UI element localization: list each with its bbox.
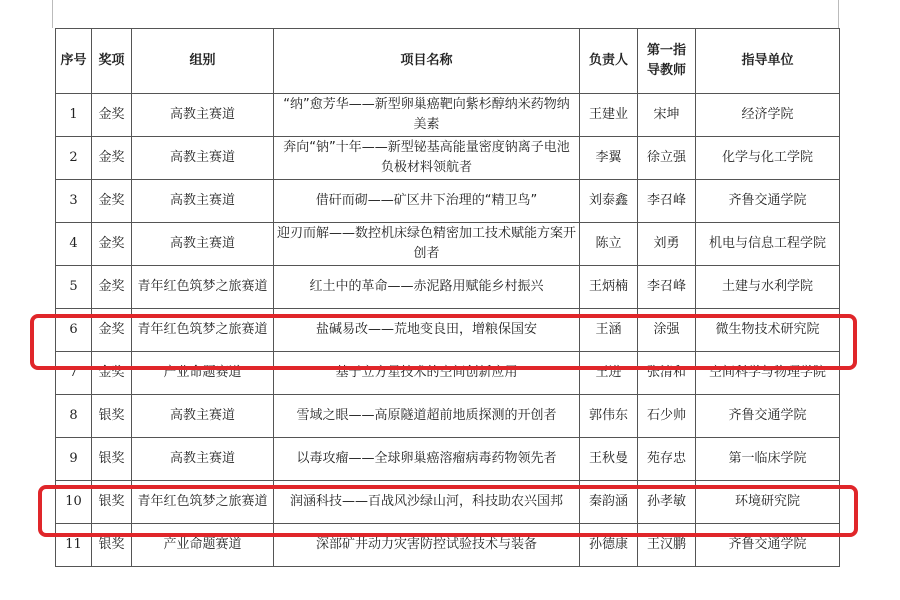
cell-project: 深部矿井动力灾害防控试验技术与装备 [274, 524, 580, 567]
header-project: 项目名称 [274, 29, 580, 94]
cell-seq: 11 [56, 524, 92, 567]
cell-award: 银奖 [92, 481, 132, 524]
cell-project: 借矸而砌——矿区井下治理的“精卫鸟” [274, 180, 580, 223]
cell-advisor: 徐立强 [638, 137, 696, 180]
cell-leader: 王进 [580, 352, 638, 395]
cell-group: 产业命题赛道 [132, 524, 274, 567]
header-group: 组别 [132, 29, 274, 94]
page-margin-line [52, 0, 53, 28]
cell-award: 金奖 [92, 352, 132, 395]
cell-leader: 王秋曼 [580, 438, 638, 481]
cell-project: 红土中的革命——赤泥路用赋能乡村振兴 [274, 266, 580, 309]
header-leader: 负责人 [580, 29, 638, 94]
cell-seq: 3 [56, 180, 92, 223]
cell-seq: 4 [56, 223, 92, 266]
highlight-box-row-6 [30, 314, 857, 370]
cell-award: 银奖 [92, 438, 132, 481]
cell-group: 青年红色筑梦之旅赛道 [132, 481, 274, 524]
cell-advisor: 涂强 [638, 309, 696, 352]
header-advisor: 第一指导教师 [638, 29, 696, 94]
cell-advisor: 张清和 [638, 352, 696, 395]
cell-award: 银奖 [92, 524, 132, 567]
cell-leader: 王建业 [580, 94, 638, 137]
table-row [56, 180, 840, 223]
cell-advisor: 苑存忠 [638, 438, 696, 481]
header-unit: 指导单位 [696, 29, 840, 94]
cell-advisor: 王汉鹏 [638, 524, 696, 567]
cell-unit: 第一临床学院 [696, 438, 840, 481]
table-row [56, 94, 840, 137]
table-row [56, 438, 840, 481]
cell-group: 高教主赛道 [132, 395, 274, 438]
cell-leader: 陈立 [580, 223, 638, 266]
cell-unit: 经济学院 [696, 94, 840, 137]
cell-group: 高教主赛道 [132, 223, 274, 266]
cell-project: 迎刃而解——数控机床绿色精密加工技术赋能方案开创者 [274, 223, 580, 266]
cell-leader: 刘泰鑫 [580, 180, 638, 223]
table-header-row [56, 29, 840, 94]
cell-advisor: 李召峰 [638, 180, 696, 223]
table-row [56, 137, 840, 180]
header-award: 奖项 [92, 29, 132, 94]
cell-project: “纳”愈芳华——新型卵巢癌靶向紫杉醇纳米药物纳美素 [274, 94, 580, 137]
cell-award: 金奖 [92, 309, 132, 352]
cell-group: 高教主赛道 [132, 438, 274, 481]
cell-seq: 6 [56, 309, 92, 352]
cell-seq: 9 [56, 438, 92, 481]
cell-unit: 化学与化工学院 [696, 137, 840, 180]
cell-seq: 10 [56, 481, 92, 524]
cell-advisor: 刘勇 [638, 223, 696, 266]
cell-group: 产业命题赛道 [132, 352, 274, 395]
cell-award: 金奖 [92, 266, 132, 309]
cell-leader: 王涵 [580, 309, 638, 352]
cell-unit: 齐鲁交通学院 [696, 524, 840, 567]
table-row [56, 395, 840, 438]
cell-unit: 齐鲁交通学院 [696, 180, 840, 223]
cell-award: 金奖 [92, 223, 132, 266]
cell-seq: 7 [56, 352, 92, 395]
cell-leader: 王炳楠 [580, 266, 638, 309]
cell-seq: 1 [56, 94, 92, 137]
highlight-box-row-10 [38, 485, 858, 537]
cell-advisor: 李召峰 [638, 266, 696, 309]
cell-group: 高教主赛道 [132, 137, 274, 180]
cell-seq: 5 [56, 266, 92, 309]
cell-advisor: 宋坤 [638, 94, 696, 137]
cell-award: 银奖 [92, 395, 132, 438]
cell-seq: 2 [56, 137, 92, 180]
table-row [56, 223, 840, 266]
cell-leader: 孙德康 [580, 524, 638, 567]
cell-unit: 空间科学与物理学院 [696, 352, 840, 395]
cell-award: 金奖 [92, 94, 132, 137]
cell-leader: 秦韵涵 [580, 481, 638, 524]
header-seq: 序号 [56, 29, 92, 94]
cell-award: 金奖 [92, 180, 132, 223]
cell-leader: 李翼 [580, 137, 638, 180]
cell-unit: 齐鲁交通学院 [696, 395, 840, 438]
cell-unit: 土建与水利学院 [696, 266, 840, 309]
cell-project: 奔向“钠”十年——新型铋基高能量密度钠离子电池负极材料领航者 [274, 137, 580, 180]
cell-seq: 8 [56, 395, 92, 438]
cell-group: 高教主赛道 [132, 180, 274, 223]
cell-award: 金奖 [92, 137, 132, 180]
cell-advisor: 石少帅 [638, 395, 696, 438]
cell-unit: 环境研究院 [696, 481, 840, 524]
cell-group: 高教主赛道 [132, 94, 274, 137]
page-margin-line [838, 0, 839, 28]
cell-group: 青年红色筑梦之旅赛道 [132, 266, 274, 309]
cell-unit: 微生物技术研究院 [696, 309, 840, 352]
table-row [56, 266, 840, 309]
cell-project: 润涵科技——百战风沙绿山河，科技助农兴国邦 [274, 481, 580, 524]
cell-group: 青年红色筑梦之旅赛道 [132, 309, 274, 352]
cell-project: 盐碱易改——荒地变良田，增粮保国安 [274, 309, 580, 352]
cell-project: 以毒攻瘤——全球卵巢癌溶瘤病毒药物领先者 [274, 438, 580, 481]
cell-advisor: 孙孝敏 [638, 481, 696, 524]
cell-leader: 郭伟东 [580, 395, 638, 438]
cell-project: 基于立方星技术的空间创新应用 [274, 352, 580, 395]
cell-project: 雪域之眼——高原隧道超前地质探测的开创者 [274, 395, 580, 438]
cell-unit: 机电与信息工程学院 [696, 223, 840, 266]
